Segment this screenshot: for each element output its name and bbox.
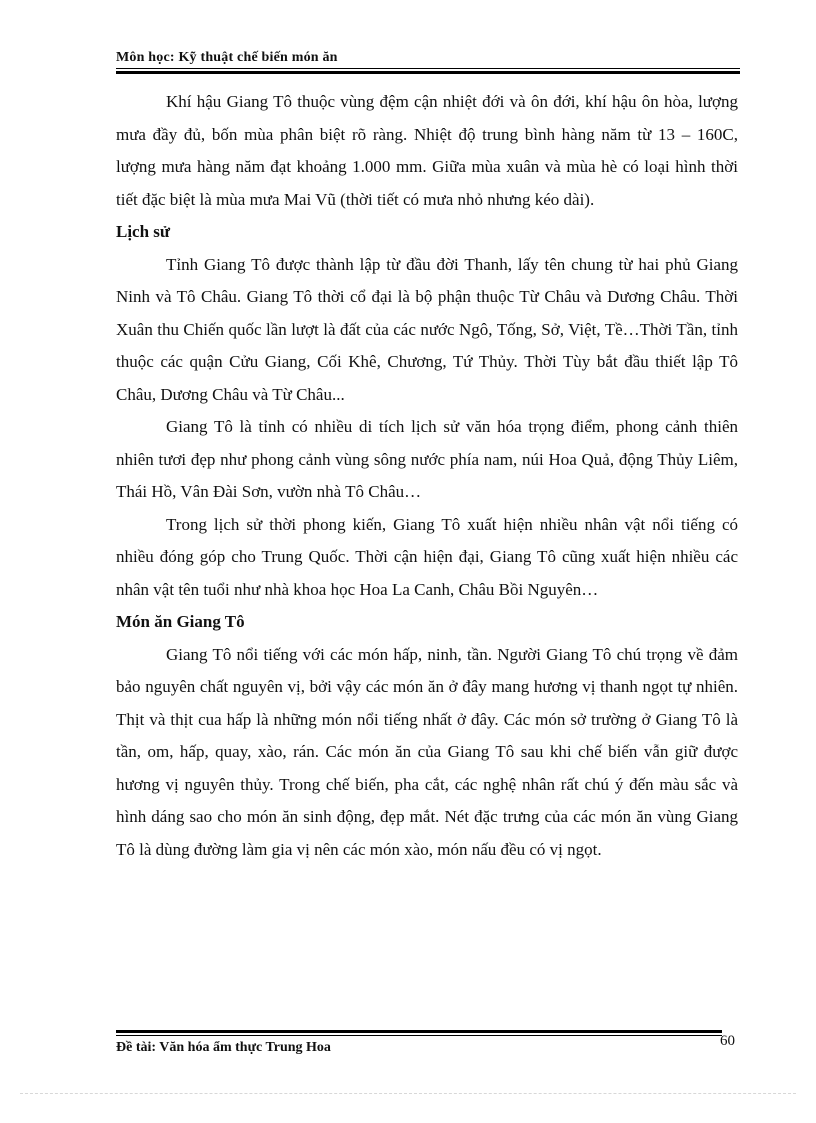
footer-rule-thin bbox=[116, 1035, 722, 1036]
page-content bbox=[116, 86, 738, 866]
header-rule-thin bbox=[116, 68, 740, 69]
page-edge-divider bbox=[20, 1093, 796, 1094]
page-number: 60 bbox=[720, 1033, 735, 1049]
running-footer: Đề tài: Văn hóa ẩm thực Trung Hoa bbox=[116, 1040, 331, 1055]
footer-rule-thick bbox=[116, 1030, 722, 1033]
paragraph-climate: Khí hậu Giang Tô thuộc vùng đệm cận nhiệt đới và ôn đới, khí hậu ôn hòa, lượng mưa đầy đủ, bốn mùa phân biệt rõ ràng. Nhiệt độ trung bình hàng năm từ 13 – 160C, lượng mưa hàng năm đạt khoảng 1.000 mm. Giữa mùa xuân và mùa hè có loại hình thời tiết đặc biệt là mùa mưa Mai Vũ (thời tiết có mưa nhỏ nhưng kéo dài). bbox=[116, 92, 738, 209]
running-header: Môn học: Kỹ thuật chế biến món ăn bbox=[116, 50, 338, 65]
paragraph-history: Tỉnh Giang Tô được thành lập từ đầu đời Thanh, lấy tên chung từ hai phủ Giang Ninh và Tô Châu. Giang Tô thời cổ đại là bộ phận thuộc Từ Châu và Dương Châu. Thời Xuân thu Chiến quốc lần lượt là đất của các nước Ngô, Tống, Sở, Việt, Tề…Thời Tần, tỉnh thuộc các quận Cửu Giang, Cối Khê, Chương, Tứ Thủy. Thời Tùy bắt đầu thiết lập Tô Châu, Dương Châu và Từ Châu... bbox=[116, 254, 738, 404]
paragraph-landmarks: Giang Tô là tỉnh có nhiều di tích lịch sử văn hóa trọng điểm, phong cảnh thiên nhiên tươi đẹp như phong cảnh vùng sông nước phía nam, núi Hoa Quả, động Thủy Liêm, Thái Hồ, Vân Đài Sơn, vườn nhà Tô Châu… bbox=[116, 417, 738, 501]
paragraph-figures: Trong lịch sử thời phong kiến, Giang Tô xuất hiện nhiều nhân vật nổi tiếng có nhiều đóng góp cho Trung Quốc. Thời cận hiện đại, Giang Tô cũng xuất hiện nhiều các nhân vật tên tuổi như nhà khoa học Hoa La Canh, Châu Bồi Nguyên… bbox=[116, 514, 738, 599]
header-rule-thick bbox=[116, 71, 740, 74]
paragraph-cuisine: Giang Tô nổi tiếng với các món hấp, ninh, tần. Người Giang Tô chú trọng về đảm bảo nguyên chất nguyên vị, bởi vậy các món ăn ở đây mang hương vị thanh ngọt tự nhiên. Thịt và thịt cua hấp là những món nổi tiếng nhất ở đây. Các món sở trường ở Giang Tô là tần, om, hấp, quay, xào, rán. Các món ăn của Giang Tô sau khi chế biến vẫn giữ được hương vị nguyên thủy. Trong chế biến, pha cắt, các nghệ nhân rất chú ý đến màu sắc và hình dáng sao cho món ăn sinh động, đẹp mắt. Nét đặc trưng của các món ăn vùng Giang Tô là dùng đường làm gia vị nên các món xào, món nấu đều có vị ngọt. bbox=[116, 644, 738, 859]
heading-cuisine: Món ăn Giang Tô bbox=[116, 612, 245, 631]
heading-history: Lịch sử bbox=[116, 222, 171, 241]
